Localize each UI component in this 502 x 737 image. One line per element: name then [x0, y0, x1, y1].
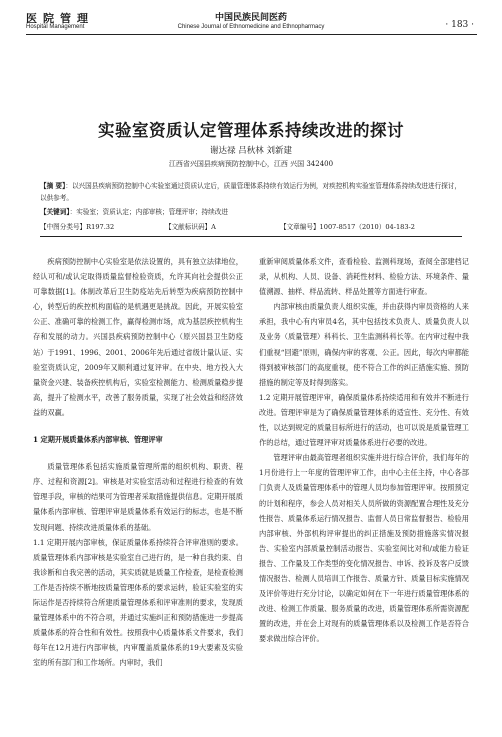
body-paragraph: 1.2 定期开展管理评审，确保质量体系持续适用和有效并不断进行改进。管理评审是为了确保质量管理体系的适宜性、充分性、有效性，以达到规定的质量目标所进行的活动，也可以说是质量管理工作的总结，通过管理评审对质量体系进行必要的改进。 — [259, 392, 469, 448]
abstract-text: ：以兴国县疾病预防控制中心实验室通过资质认定后，质量管理体系持续有效运行为例，对疾控机构实验室管理体系持续改进进行探讨，以供参考。 — [40, 182, 461, 202]
author-affiliation: 江西省兴国县疾病预防控制中心，江西 兴国 342400 — [168, 160, 334, 168]
document-code: 【文献标识码】A — [165, 223, 216, 231]
body-paragraph: 疾病预防控制中心实验室是依法设置的，具有独立法律地位，经认可和/或认定取得质量监督检验资质，允许其向社会提供公正可靠数据[1]。体制改革后卫生防疫站先后转型为疾病预防控制中心，转型后的疾控机构面临的是机遇更是挑战。因此，开展实验室公正、准确可靠的检测工作，赢得检测市场，成为基层疾控机构生存和发展的动力。兴国县疾病预防控制中心（原兴国县卫生防疫站）于1991、1996、2001、2006年先后通过省级计量认证、实验室资质认定，2009年又顺利通过复评审。在中央、地方投入大量资金兴建、装备疾控机构后，实验室检测能力、检测质量稳步提高，提升了检测水平，改善了服务质量，实现了社会效益和经济效益的双赢。 — [33, 257, 243, 417]
article-number: 【文章编号】1007-8517（2010）04-183-2 — [280, 223, 415, 231]
abstract-rule — [40, 236, 462, 237]
clc-number: 【中图分类号】R197.32 — [40, 223, 115, 231]
abstract — [40, 180, 462, 204]
keywords — [40, 206, 462, 216]
page-number: · 183 · — [445, 20, 474, 30]
running-header-section: 医院管理 — [26, 12, 94, 25]
body-column-left — [33, 254, 243, 670]
body-paragraph: 内部审核由质量负责人组织实施，并由获得内审员资格的人来承担，我中心有内审员4名，其中包括技术负责人、质量负责人以及业务（质量管理）科科长、卫生监测科科长等。在内审过程中我们重视“回避”原则，确保内审的客观、公正。因此，每次内审都能得到被审核部门的高度重视，使不符合工作的纠正措施实施、预防措施的制定等及时得到落实。 — [259, 302, 469, 387]
section-heading: 1 定期开展质量体系内部审核、管理评审 — [33, 435, 163, 445]
abstract-label: 【摘 要】 — [40, 182, 66, 190]
header-rule — [26, 34, 477, 35]
keywords-text: ：实验室；资质认定；内部审核；管理评审；持续改进 — [69, 208, 228, 216]
running-header-section-en: Hospital Management — [26, 24, 85, 30]
article-authors: 谢达禄 吕秋林 刘新建 — [210, 146, 292, 156]
journal-name-en: Chinese Journal of Ethnomedicine and Ethnopharmacy — [177, 24, 325, 30]
article-metadata — [40, 221, 462, 231]
body-paragraph: 质量管理体系包括实施质量管理所需的组织机构、职责、程序、过程和资源[2]。审核是对实验室活动和过程进行检查的有效管理手段，审核的结果可为管理者采取措施提供信息。定期开展质量体系内部审核、管理评审是质量体系有效运行的标志，也是不断发现问题、持续改进质量体系的基础。 — [33, 462, 243, 532]
journal-name: 中国民族民间医药 — [214, 13, 287, 23]
body-paragraph: 管理评审由最高管理者组织实施并进行综合评价，我们每年的1月份进行上一年度的管理评审工作，由中心主任主持，中心各部门负责人及质量管理体系中的管理人员均参加管理评审。按照预定的计划和程序，参会人员对相关人员所做的资源配置合理性及充分性报告、质量体系运行情况报告、监督人员日常监督报告、检验用内部审核、外部机构评审提出的纠正措施及预防措施落实情况报告、实验室内部质量控制活动报告、实验室间比对和/或能力验证报告、工作量及工作类型的变化情况报告、申诉、投诉及客户反馈情况报告、检测人员培训工作报告、质量方针、质量目标实施情况及评价等进行充分讨论，以确定如何在下一年进行质量管理体系的改进、检测工作质量、服务质量的改进，质量管理体系所需资源配置的改进，并在会上对现有的质量管理体系以及检测工作是否符合要求做出综合评价。 — [259, 453, 469, 644]
article-title: 实验室资质认定管理体系持续改进的探讨 — [98, 121, 404, 140]
body-column-right — [259, 254, 469, 646]
body-paragraph: 1.1 定期开展内部审核，保证质量体系持续符合评审准则的要求。质量管理体系内部审核是实验室自己进行的，是一种自我约束、自我诊断和自我完善的活动，其实质就是质量工作检查，是检查检测工作是否持续不断地按质量管理体系的要求运转，验证实验室的实际运作是否持续符合所建质量管理体系和评审准则的要求，发现质量管理体系中的不符合项，并通过实施纠正和预防措施进一步提高质量体系的符合性和有效性。按照我中心质量体系文件要求，我们每年在12月进行内部审核，内审覆盖质量体系的19大要素及实验室的所有部门和工作场所。内审时，我们 — [33, 537, 243, 668]
keywords-label: 【关键词】 — [40, 208, 70, 216]
body-paragraph: 重新审阅质量体系文件，查看检验、监测科现场，查阅全部建档记录，从机构、人员、设备、消耗性材料、检验方法、环境条件、量值溯源、抽样、样品流转、样品处置等方面进行审查。 — [259, 257, 469, 297]
